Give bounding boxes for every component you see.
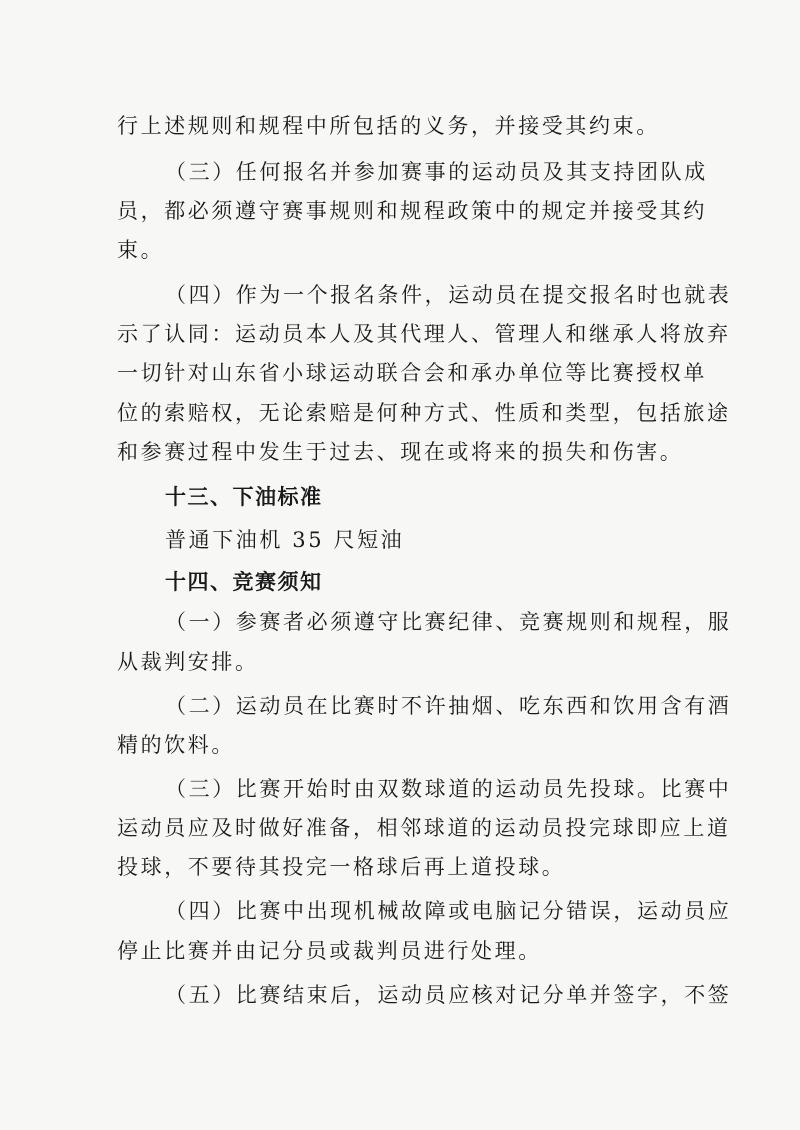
section-heading: 十三、下油标准 (165, 485, 323, 509)
paragraph-line: 员，都必须遵守赛事规则和规程政策中的规定并接受其约 (117, 199, 707, 223)
paragraph-line: （三）任何报名并参加赛事的运动员及其支持团队成 (165, 160, 708, 184)
paragraph-line: （三）比赛开始时由双数球道的运动员先投球。比赛中 (165, 777, 732, 801)
paragraph-line: 示了认同：运动员本人及其代理人、管理人和继承人将放弃 (117, 322, 731, 346)
paragraph-line: （五）比赛结束后，运动员应核对记分单并签字，不签 (165, 983, 732, 1007)
paragraph-line: 投球，不要待其投完一格球后再上道投球。 (117, 855, 566, 879)
paragraph-line: （四）比赛中出现机械故障或电脑记分错误，运动员应 (165, 899, 732, 923)
paragraph-line: （二）运动员在比赛时不许抽烟、吃东西和饮用含有酒 (165, 694, 732, 718)
paragraph-line: 精的饮料。 (117, 733, 235, 757)
paragraph-line: 束。 (117, 238, 165, 262)
paragraph-line: 普通下油机 35 尺短油 (165, 528, 405, 552)
paragraph-line: 位的索赔权，无论索赔是何种方式、性质和类型，包括旅途 (117, 401, 731, 425)
paragraph-line: （一）参赛者必须遵守比赛纪律、竞赛规则和规程，服 (165, 610, 732, 634)
paragraph-line: （四）作为一个报名条件，运动员在提交报名时也就表 (165, 283, 732, 307)
paragraph-line: 停止比赛并由记分员或裁判员进行处理。 (117, 939, 542, 963)
paragraph-line: 从裁判安排。 (117, 650, 259, 674)
paragraph-line: 和参赛过程中发生于过去、现在或将来的损失和伤害。 (117, 440, 684, 464)
paragraph-line: 运动员应及时做好准备，相邻球道的运动员投完球即应上道 (117, 816, 731, 840)
paragraph-line: 一切针对山东省小球运动联合会和承办单位等比赛授权单 (117, 361, 707, 385)
section-heading: 十四、竞赛须知 (165, 570, 323, 594)
paragraph-line: 行上述规则和规程中所包括的义务，并接受其约束。 (117, 114, 660, 138)
